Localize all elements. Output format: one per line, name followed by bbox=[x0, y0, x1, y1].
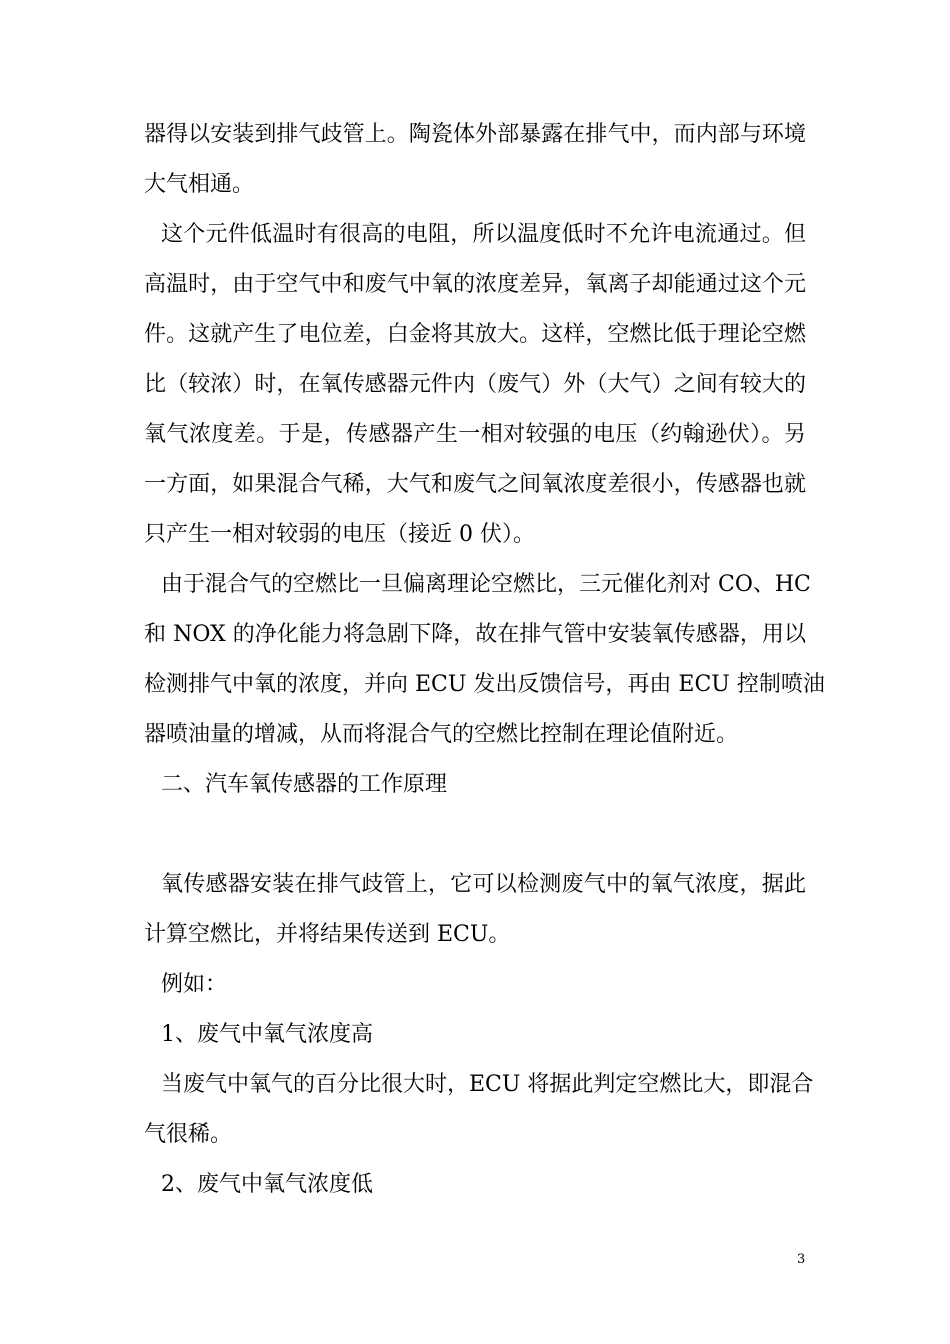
body-text-line: 大气相通。 bbox=[144, 172, 255, 197]
body-text-line: 一方面，如果混合气稀，大气和废气之间氧浓度差很小，传感器也就 bbox=[144, 472, 806, 497]
section-heading: 二、汽车氧传感器的工作原理 bbox=[161, 772, 448, 797]
body-text-line: 当废气中氧气的百分比很大时，ECU 将据此判定空燃比大，即混合 bbox=[161, 1072, 814, 1097]
body-text-line: 只产生一相对较弱的电压（接近 0 伏）。 bbox=[144, 522, 535, 547]
body-text-line: 和 NOX 的净化能力将急剧下降，故在排气管中安装氧传感器，用以 bbox=[144, 622, 806, 647]
body-text-line: 器得以安装到排气歧管上。陶瓷体外部暴露在排气中，而内部与环境 bbox=[144, 122, 806, 147]
body-text-line: 比（较浓）时，在氧传感器元件内（废气）外（大气）之间有较大的 bbox=[144, 372, 806, 397]
body-text-line: 气很稀。 bbox=[144, 1122, 233, 1147]
body-text-line: 检测排气中氧的浓度，并向 ECU 发出反馈信号，再由 ECU 控制喷油 bbox=[144, 672, 825, 697]
list-item-heading: 1、废气中氧气浓度高 bbox=[161, 1022, 373, 1047]
page-number: 3 bbox=[797, 1252, 806, 1267]
body-text-line: 计算空燃比，并将结果传送到 ECU。 bbox=[144, 922, 511, 947]
body-text-line: 氧气浓度差。于是，传感器产生一相对较强的电压（约翰逊伏）。另 bbox=[144, 422, 806, 447]
body-text-line: 件。这就产生了电位差，白金将其放大。这样，空燃比低于理论空燃 bbox=[144, 322, 806, 347]
body-text-line: 例如： bbox=[161, 972, 228, 997]
body-text-line: 氧传感器安装在排气歧管上，它可以检测废气中的氧气浓度，据此 bbox=[161, 872, 806, 897]
body-text-line: 器喷油量的增减，从而将混合气的空燃比控制在理论值附近。 bbox=[144, 722, 739, 747]
body-text-line: 这个元件低温时有很高的电阻，所以温度低时不允许电流通过。但 bbox=[161, 222, 806, 247]
body-text-line: 高温时，由于空气中和废气中氧的浓度差异，氧离子却能通过这个元 bbox=[144, 272, 806, 297]
list-item-heading: 2、废气中氧气浓度低 bbox=[161, 1172, 373, 1197]
body-text-line: 由于混合气的空燃比一旦偏离理论空燃比，三元催化剂对 CO、HC bbox=[161, 572, 811, 597]
